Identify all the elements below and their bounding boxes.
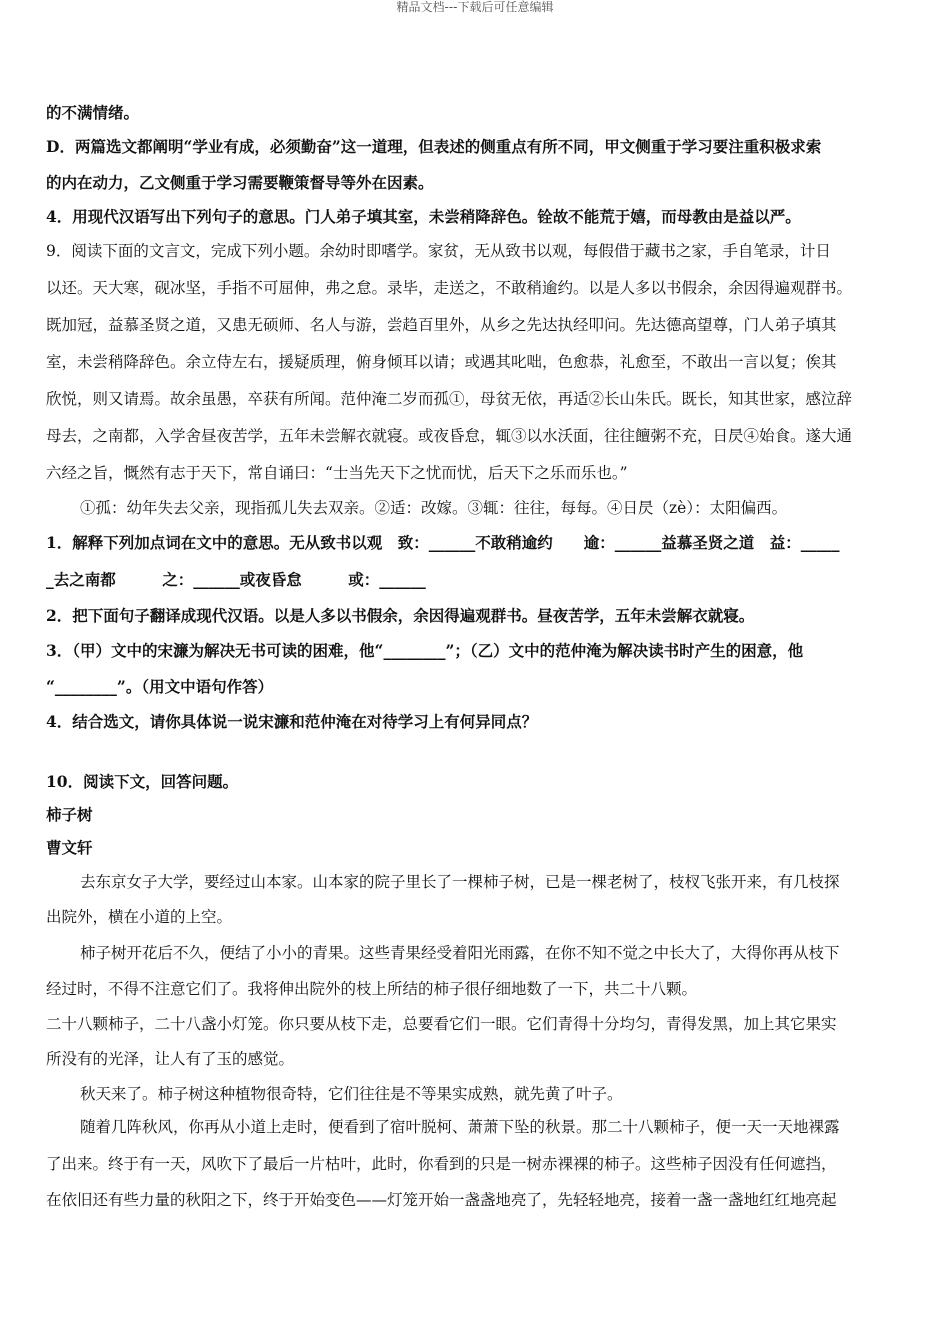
passage-line: 既加冠，益慕圣贤之道，又患无硕师、名人与游，尝趋百里外，从乡之先达执经叩问。先达德高望尊，门人弟子填其 — [46, 316, 837, 334]
article-author: 曹文轩 — [46, 838, 93, 857]
article-title: 柿子树 — [46, 805, 93, 824]
article-line: 去东京女子大学，要经过山本家。山本家的院子里长了一棵柿子树，已是一棵老树了，枝杈飞张开来，有几枝探 — [80, 873, 840, 891]
article-line: 柿子树开花后不久，便结了小小的青果。这些青果经受着阳光雨露，在你不知不觉之中长大了，大得你再从枝下 — [80, 944, 840, 962]
passage-line: 欣悦，则又请焉。故余虽愚，卒获有所闻。范仲淹二岁而孤①，母贫无依，再适②长山朱氏。既长，知其世家，感泣辞 — [46, 390, 853, 408]
article-line: 随着几阵秋风，你再从小道上走时，便看到了宿叶脱柯、萧萧下坠的秋景。那二十八颗柿子，便一天一天地裸露 — [80, 1118, 840, 1136]
subquestion-2: 2．把下面句子翻译成现代汉语。以是人多以书假余，余因得遍观群书。昼夜苦学，五年未尝解衣就寝。 — [46, 606, 755, 625]
article-line: 秋天来了。柿子树这种植物很奇特，它们往往是不等果实成熟，就先黄了叶子。 — [80, 1085, 623, 1103]
passage-line: 室，未尝稍降辞色。余立侍左右，援疑质理，俯身倾耳以请；或遇其叱咄，色愈恭，礼愈至，不敢出一言以复；俟其 — [46, 353, 837, 371]
subquestion-3: 3．（甲）文中的宋濂为解决无书可读的困难，他“________”；（乙）文中的范仲淹为解决读书时产生的困意，他 — [46, 641, 804, 660]
passage-line: 六经之旨，慨然有志于天下，常自诵曰：“士当先天下之忧而忧，后天下之乐而乐也。” — [46, 464, 628, 482]
subquestion-1: 1．解释下列加点词在文中的意思。无从致书以观 致：______不敢稍逾约 逾：______益慕圣贤之道 益：_____ — [46, 533, 840, 552]
article-line: 出院外，横在小道的上空。 — [46, 908, 233, 926]
subquestion-4: 4．结合选文，请你具体说一说宋濂和范仲淹在对待学习上有何异同点？ — [46, 712, 538, 731]
text-line: 的不满情绪。 — [46, 103, 140, 122]
passage-line: 9．阅读下面的文言文，完成下列小题。余幼时即嗜学。家贫，无从致书以观，每假借于藏书之家，手自笔录，计日 — [46, 242, 831, 260]
question-4: 4．用现代汉语写出下列句子的意思。门人弟子填其室，未尝稍降辞色。铨故不能荒于嬉，而母教由是益以严。 — [46, 207, 801, 226]
page-header: 精品文档---下载后可任意编辑 — [396, 0, 554, 14]
article-line: 所没有的光泽，让人有了玉的感觉。 — [46, 1050, 295, 1068]
article-line: 二十八颗柿子，二十八盏小灯笼。你只要从枝下走，总要看它们一眼。它们青得十分均匀，青得发黑，加上其它果实 — [46, 1015, 837, 1033]
passage-line: 母去，之南都，入学舍昼夜苦学，五年未尝解衣就寝。或夜昏怠，辄③以水沃面，往往饘粥不充，日昃④始食。遂大通 — [46, 427, 853, 445]
subquestion-3-cont: “________”。（用文中语句作答） — [46, 677, 274, 696]
footnotes: ①孤：幼年失去父亲，现指孤儿失去双亲。②适：改嫁。③辄：往往，每每。④日昃（zè）：太阳偏西。 — [80, 499, 788, 517]
question-10: 10．阅读下文，回答问题。 — [46, 772, 239, 791]
text-line: 的内在动力，乙文侧重于学习需要鞭策督导等外在因素。 — [46, 173, 434, 192]
text-line: D．两篇选文都阐明“学业有成，必须勤奋”这一道理，但表述的侧重点有所不同，甲文侧重于学习要注重积极求索 — [46, 137, 822, 156]
passage-line: 以还。天大寒，砚冰坚，手指不可屈伸，弗之怠。录毕，走送之，不敢稍逾约。以是人多以书假余，余因得遍观群书。 — [46, 279, 853, 297]
subquestion-1-cont: _去之南都 之：______或夜昏怠 或：______ — [46, 570, 426, 589]
article-line: 在依旧还有些力量的秋阳之下，终于开始变色——灯笼开始一盏盏地亮了，先轻轻地亮，接着一盏一盏地红红地亮起 — [46, 1191, 837, 1209]
article-line: 了出来。终于有一天，风吹下了最后一片枯叶，此时，你看到的只是一树赤裸裸的柿子。这些柿子因没有任何遮挡， — [46, 1155, 837, 1173]
article-line: 经过时，不得不注意它们了。我将伸出院外的枝上所结的柿子很仔细地数了一下，共二十八颗。 — [46, 980, 698, 998]
